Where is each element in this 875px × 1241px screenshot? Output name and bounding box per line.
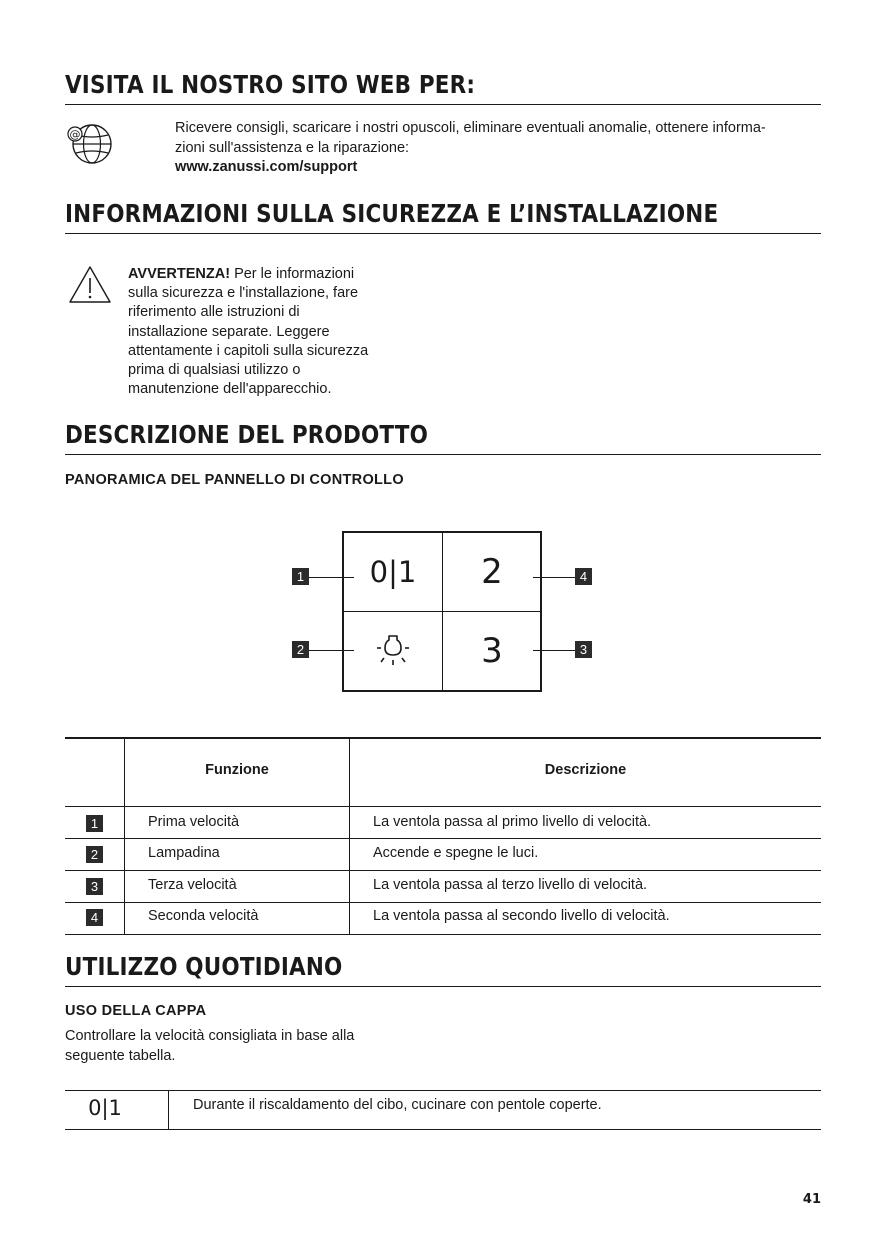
callout-2-line: [309, 650, 354, 651]
warning-line-1: sulla sicurezza e l'installazione, fare: [128, 285, 359, 302]
website-section-title: VISITA IL NOSTRO SITO WEB PER:: [65, 70, 476, 99]
warning-line-0: Per le informazioni: [230, 266, 355, 282]
safety-warning-text: [128, 265, 428, 399]
globe-at-icon: [64, 122, 116, 166]
callout-3-line: [533, 650, 575, 651]
svg-text:@: @: [69, 128, 81, 141]
description-header: Descrizione: [544, 762, 627, 778]
panel-button-speed-2[interactable]: 2: [481, 552, 503, 592]
panel-divider-horizontal: [344, 611, 540, 612]
website-text-line1: Ricevere consigli, scaricare i nostri opuscoli, eliminare eventuali anomalie, ottenere informa-: [175, 120, 766, 136]
speed-table-bottom-rule: [65, 1129, 821, 1130]
warning-line-4: attentamente i capitoli sulla sicurezza: [128, 342, 369, 359]
table-row-description: La ventola passa al terzo livello di velocità.: [373, 877, 648, 893]
warning-label: AVVERTENZA!: [128, 266, 231, 282]
panel-button-speed-3[interactable]: 3: [481, 631, 503, 671]
table-row-num: 2: [86, 846, 103, 863]
daily-title-rule: [65, 986, 821, 987]
function-table-row-rule: [65, 838, 821, 839]
website-title-rule: [65, 104, 821, 105]
daily-section-title: UTILIZZO QUOTIDIANO: [65, 952, 343, 981]
table-row-function: Seconda velocità: [148, 908, 259, 924]
callout-1-line: [309, 577, 354, 578]
callout-4-line: [533, 577, 575, 578]
table-row-description: La ventola passa al primo livello di velocità.: [373, 814, 652, 830]
warning-line-3: installazione separate. Leggere: [128, 323, 330, 340]
lamp-icon[interactable]: [374, 632, 412, 670]
table-row-num: 1: [86, 815, 103, 832]
function-table-row-rule: [65, 902, 821, 903]
speed-table-col-rule: [168, 1090, 169, 1129]
table-row-num: 4: [86, 909, 103, 926]
callout-2: 2: [292, 641, 309, 658]
hood-usage-subtitle: USO DELLA CAPPA: [65, 1003, 207, 1019]
callout-1: 1: [292, 568, 309, 585]
function-table-header-rule: [65, 806, 821, 807]
table-row-function: Lampadina: [148, 845, 220, 861]
website-text: [175, 119, 825, 178]
callout-4: 4: [575, 568, 592, 585]
support-url-link[interactable]: www.zanussi.com/support: [175, 159, 358, 175]
control-panel-subtitle: PANORAMICA DEL PANNELLO DI CONTROLLO: [65, 472, 404, 488]
table-row-description: La ventola passa al secondo livello di velocità.: [373, 908, 670, 924]
product-title-rule: [65, 454, 821, 455]
table-row-function: Prima velocità: [148, 814, 240, 830]
warning-triangle-icon: [68, 265, 112, 305]
speed-symbol: 0|1: [88, 1096, 122, 1120]
table-row-description: Accende e spegne le luci.: [373, 845, 539, 861]
function-header: Funzione: [205, 762, 269, 778]
safety-title-rule: [65, 233, 821, 234]
function-table-row-rule: [65, 870, 821, 871]
table-row-function: Terza velocità: [148, 877, 237, 893]
hood-usage-intro-line2: seguente tabella.: [65, 1047, 176, 1064]
function-table-top-rule: [65, 737, 821, 739]
table-row-num: 3: [86, 878, 103, 895]
speed-description: Durante il riscaldamento del cibo, cucinare con pentole coperte.: [193, 1097, 602, 1113]
warning-line-5: prima di qualsiasi utilizzo o: [128, 362, 301, 379]
hood-usage-intro: [65, 1027, 465, 1066]
safety-section-title: INFORMAZIONI SULLA SICUREZZA E L’INSTALLAZIONE: [65, 199, 719, 228]
hood-usage-intro-line1: Controllare la velocità consigliata in base alla: [65, 1028, 355, 1044]
speed-table-top-rule: [65, 1090, 821, 1091]
warning-line-6: manutenzione dell'apparecchio.: [128, 381, 332, 398]
callout-3: 3: [575, 641, 592, 658]
page-number: 41: [802, 1192, 821, 1207]
product-section-title: DESCRIZIONE DEL PRODOTTO: [65, 420, 429, 449]
warning-line-2: riferimento alle istruzioni di: [128, 304, 300, 321]
panel-button-on-off[interactable]: 0|1: [369, 555, 417, 589]
website-text-line2: zioni sull'assistenza e la riparazione:: [175, 139, 410, 156]
function-table-bottom-rule: [65, 934, 821, 935]
